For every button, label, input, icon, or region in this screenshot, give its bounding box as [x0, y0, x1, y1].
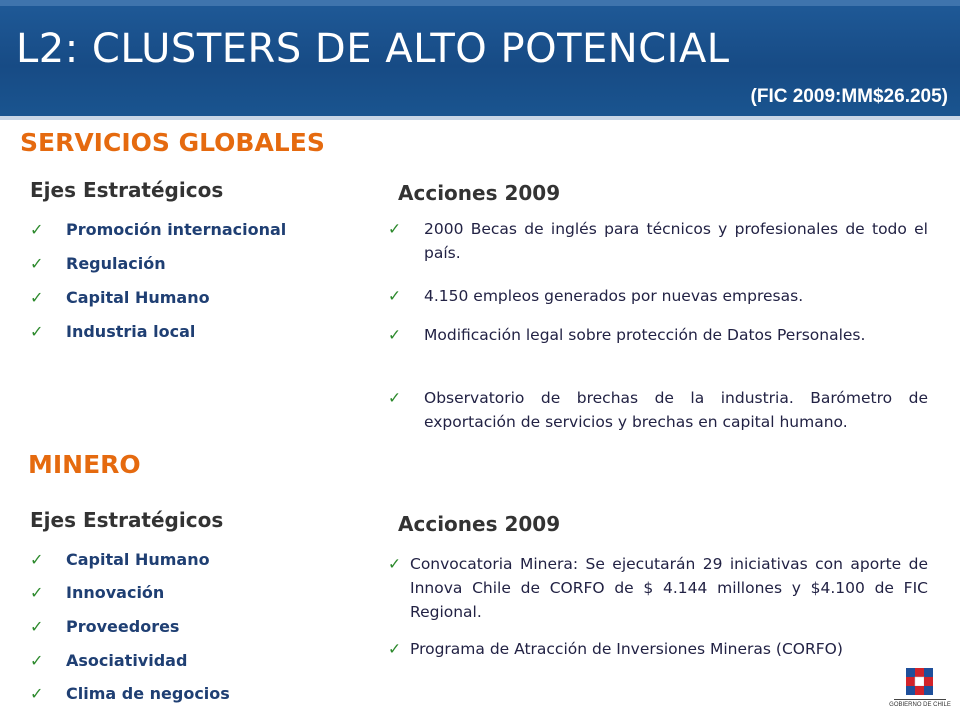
eje-label: Innovación: [66, 583, 165, 602]
ejes-heading-minero: Ejes Estratégicos: [30, 508, 224, 532]
header-divider: [0, 116, 960, 120]
eje-item: [30, 684, 230, 703]
ejes-heading-servicios: Ejes Estratégicos: [30, 178, 224, 202]
check-icon: ✓: [388, 389, 401, 407]
section-title-servicios: SERVICIOS GLOBALES: [20, 128, 325, 157]
page-subtitle: (FIC 2009:MM$26.205): [750, 86, 948, 107]
eje-label: Industria local: [66, 322, 196, 341]
accion-text: Observatorio de brechas de la industria. Barómetro de exportación de servicios y brechas en capital humano.: [424, 389, 928, 431]
eje-item: [30, 550, 210, 569]
eje-item: [30, 254, 166, 273]
eje-label: Capital Humano: [66, 288, 210, 307]
check-icon: ✓: [30, 220, 44, 239]
check-icon: ✓: [30, 651, 44, 670]
check-icon: ✓: [30, 322, 44, 341]
eje-item: [30, 583, 164, 602]
check-icon: ✓: [388, 555, 401, 573]
accion-item: [388, 386, 928, 434]
gobierno-logo-text: GOBIERNO DE CHILE: [889, 702, 951, 708]
eje-item: [30, 288, 210, 307]
eje-label: Asociatividad: [66, 651, 188, 670]
eje-label: Capital Humano: [66, 550, 210, 569]
accion-text: 2000 Becas de inglés para técnicos y profesionales de todo el país.: [424, 220, 928, 262]
accion-text: Programa de Atracción de Inversiones Mineras (CORFO): [410, 640, 843, 658]
acciones-heading-servicios: Acciones 2009: [398, 181, 561, 205]
check-icon: ✓: [388, 640, 401, 658]
header-stripe: [0, 0, 960, 6]
accion-text: 4.150 empleos generados por nuevas empresas.: [424, 287, 804, 305]
header-banner: [0, 0, 960, 120]
check-icon: ✓: [388, 287, 401, 305]
check-icon: ✓: [30, 583, 44, 602]
eje-item: [30, 651, 187, 670]
accion-item: [388, 323, 928, 347]
eje-label: Clima de negocios: [66, 684, 230, 703]
accion-item: [388, 637, 928, 661]
check-icon: ✓: [388, 326, 401, 344]
eje-item: [30, 322, 195, 341]
accion-item: [388, 217, 928, 265]
accion-text: Convocatoria Minera: Se ejecutarán 29 iniciativas con aporte de Innova Chile de CORFO de $ 4.144 millones y $4.100 de FIC Regional.: [410, 555, 928, 621]
accion-text: Modificación legal sobre protección de Datos Personales.: [424, 326, 866, 344]
check-icon: ✓: [30, 550, 44, 569]
check-icon: ✓: [30, 684, 44, 703]
eje-item: [30, 220, 286, 239]
gobierno-logo: [884, 668, 956, 716]
eje-label: Promoción internacional: [66, 220, 287, 239]
eje-item: [30, 617, 179, 636]
check-icon: ✓: [30, 617, 44, 636]
page-title: L2: CLUSTERS DE ALTO POTENCIAL: [16, 26, 730, 72]
check-icon: ✓: [388, 220, 401, 238]
accion-item: [388, 552, 928, 624]
accion-item: [388, 284, 928, 308]
check-icon: ✓: [30, 254, 44, 273]
gobierno-logo-mark: [884, 668, 956, 716]
section-title-minero: MINERO: [28, 450, 141, 479]
eje-label: Proveedores: [66, 617, 180, 636]
check-icon: ✓: [30, 288, 44, 307]
eje-label: Regulación: [66, 254, 166, 273]
acciones-heading-minero: Acciones 2009: [398, 512, 561, 536]
